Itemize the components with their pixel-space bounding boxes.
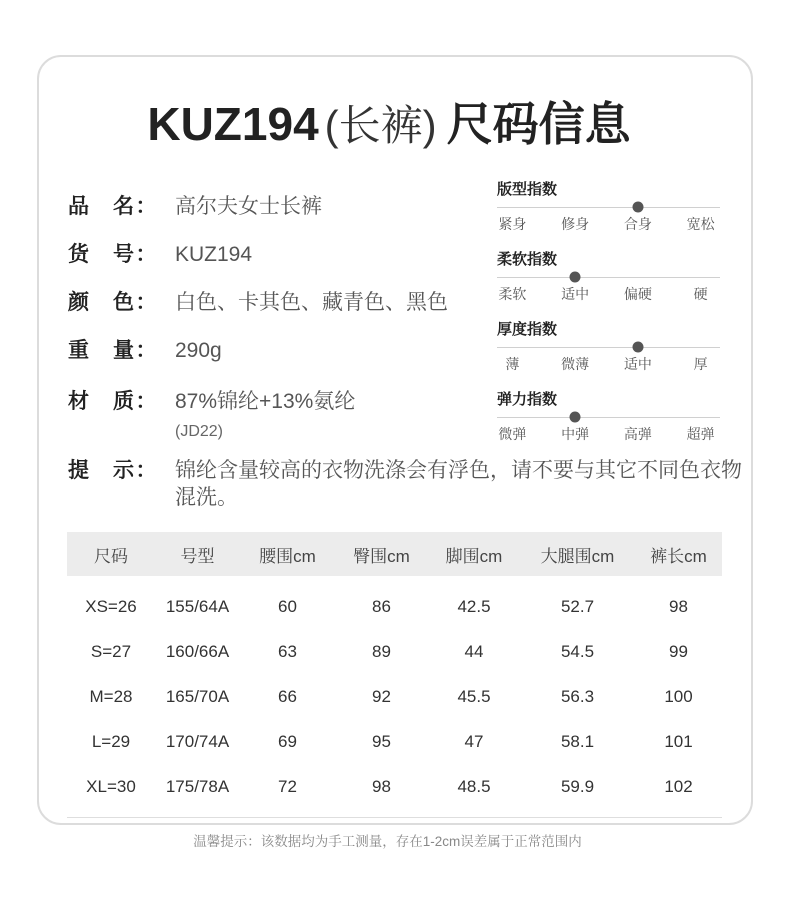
table-cell: S=27 — [90, 641, 132, 661]
index-marker — [632, 342, 643, 353]
product-type: (长裤) — [324, 102, 437, 149]
info-row-tip — [68, 457, 747, 511]
table-cell: 170/74A — [165, 731, 230, 751]
index-track-line — [497, 347, 720, 348]
title-heading: 尺码信息 — [446, 98, 631, 150]
index-marker — [632, 202, 643, 213]
info-value: KUZ194 — [175, 243, 253, 266]
table-row — [67, 674, 722, 719]
index-thickness — [497, 321, 720, 391]
index-option: 宽松 — [686, 216, 715, 232]
table-cell: 95 — [372, 731, 391, 751]
index-option: 微弹 — [498, 426, 527, 442]
index-fit — [497, 181, 720, 251]
table-cell: 165/70A — [165, 686, 230, 706]
index-track — [497, 410, 720, 424]
info-label: 提 示： — [68, 459, 158, 482]
table-cell: 72 — [278, 776, 297, 796]
index-panel — [497, 181, 720, 461]
index-title: 版型指数 — [497, 181, 558, 198]
info-value: 87%锦纶+13%氨纶 — [175, 390, 356, 413]
table-cell: M=28 — [89, 686, 133, 706]
size-table-header — [67, 532, 722, 576]
table-cell: 63 — [278, 641, 297, 661]
index-track — [497, 270, 720, 284]
index-stretch — [497, 391, 720, 461]
index-title: 柔软指数 — [497, 251, 558, 268]
index-option: 适中 — [561, 286, 590, 302]
index-option: 微薄 — [561, 356, 590, 372]
material-code-note: (JD22) — [175, 423, 224, 440]
product-code: KUZ194 — [147, 98, 319, 150]
size-table — [67, 532, 722, 818]
table-cell: 101 — [664, 731, 693, 751]
info-label: 品 名： — [68, 195, 158, 218]
index-title: 厚度指数 — [497, 321, 558, 338]
table-cell: XL=30 — [86, 776, 136, 796]
index-option: 适中 — [623, 356, 652, 372]
index-track-line — [497, 207, 720, 208]
table-cell: 89 — [372, 641, 391, 661]
column-header-waist: 腰围cm — [259, 546, 316, 566]
index-option: 紧身 — [498, 216, 527, 232]
index-options — [481, 215, 732, 233]
table-cell: 60 — [278, 596, 297, 616]
index-option: 修身 — [561, 216, 590, 232]
table-cell: 54.5 — [560, 641, 595, 661]
column-header-hem: 脚围cm — [445, 546, 503, 566]
table-cell: 102 — [664, 776, 693, 796]
table-cell: 69 — [278, 731, 297, 751]
table-cell: 56.3 — [560, 686, 595, 706]
table-cell: 42.5 — [457, 596, 491, 616]
info-row-material — [68, 388, 355, 442]
index-option: 合身 — [623, 216, 652, 232]
info-label: 货 号： — [68, 243, 158, 266]
measurement-note: 温馨提示：该数据均为手工测量，存在1-2cm误差属于正常范围内 — [193, 834, 582, 849]
table-row — [67, 629, 722, 674]
table-cell: 45.5 — [457, 686, 491, 706]
index-option: 高弹 — [623, 426, 652, 442]
table-cell: 47 — [464, 731, 484, 751]
info-row-weight — [68, 337, 222, 365]
table-cell: 59.9 — [560, 776, 595, 796]
info-row-name — [68, 193, 322, 221]
column-header-fit-code: 号型 — [180, 546, 215, 566]
table-cell: 92 — [372, 686, 391, 706]
table-cell: 99 — [669, 641, 688, 661]
table-row — [67, 584, 722, 629]
table-cell: 66 — [278, 686, 297, 706]
index-option: 薄 — [505, 356, 520, 372]
index-option: 硬 — [693, 286, 708, 302]
info-row-color — [68, 289, 448, 317]
table-cell: 48.5 — [457, 776, 491, 796]
table-cell: 175/78A — [165, 776, 230, 796]
column-header-hip: 臀围cm — [353, 546, 410, 566]
table-row — [67, 764, 722, 809]
info-value: 290g — [175, 339, 222, 362]
index-track — [497, 340, 720, 354]
page-title — [0, 96, 778, 152]
index-option: 中弹 — [561, 426, 590, 442]
index-option: 偏硬 — [623, 286, 652, 302]
index-track-line — [497, 277, 720, 278]
table-cell: 98 — [669, 596, 688, 616]
table-cell: 155/64A — [165, 596, 230, 616]
table-cell: 44 — [464, 641, 484, 661]
index-options — [481, 425, 732, 443]
info-row-item-number — [68, 241, 252, 269]
table-cell: 52.7 — [560, 596, 595, 616]
index-option: 超弹 — [686, 426, 715, 442]
table-cell: 100 — [664, 686, 693, 706]
index-track — [497, 200, 720, 214]
column-header-size: 尺码 — [94, 546, 128, 566]
info-label: 重 量： — [68, 339, 158, 362]
index-option: 厚 — [693, 356, 708, 372]
info-value: 高尔夫女士长裤 — [175, 195, 322, 218]
table-cell: 58.1 — [560, 731, 595, 751]
info-label: 颜 色： — [68, 291, 158, 314]
index-marker — [570, 272, 581, 283]
table-cell: 86 — [372, 596, 391, 616]
index-options — [481, 355, 732, 373]
info-value: 锦纶含量较高的衣物洗涤会有浮色，请不要与其它不同色衣物混洗。 — [175, 459, 742, 509]
table-cell: 160/66A — [165, 641, 230, 661]
material-value-group — [175, 388, 355, 442]
info-label: 材 质： — [68, 390, 158, 413]
info-value: 白色、卡其色、藏青色、黑色 — [175, 291, 448, 314]
index-options — [481, 285, 732, 303]
table-cell: L=29 — [91, 731, 131, 751]
size-table-body — [67, 576, 722, 818]
column-header-thigh: 大腿围cm — [540, 546, 615, 566]
table-row — [67, 719, 722, 764]
index-track-line — [497, 417, 720, 418]
index-softness — [497, 251, 720, 321]
table-cell: 98 — [372, 776, 391, 796]
column-header-length: 裤长cm — [650, 546, 707, 566]
table-cell: XS=26 — [85, 596, 137, 616]
index-title: 弹力指数 — [497, 391, 558, 408]
index-marker — [570, 412, 581, 423]
index-option: 柔软 — [498, 286, 527, 302]
